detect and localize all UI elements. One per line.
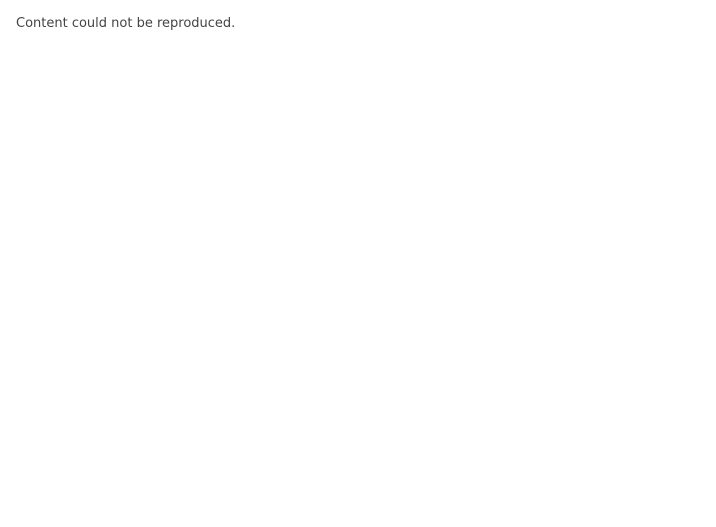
placeholder-note: Content could not be reproduced. — [16, 16, 236, 31]
